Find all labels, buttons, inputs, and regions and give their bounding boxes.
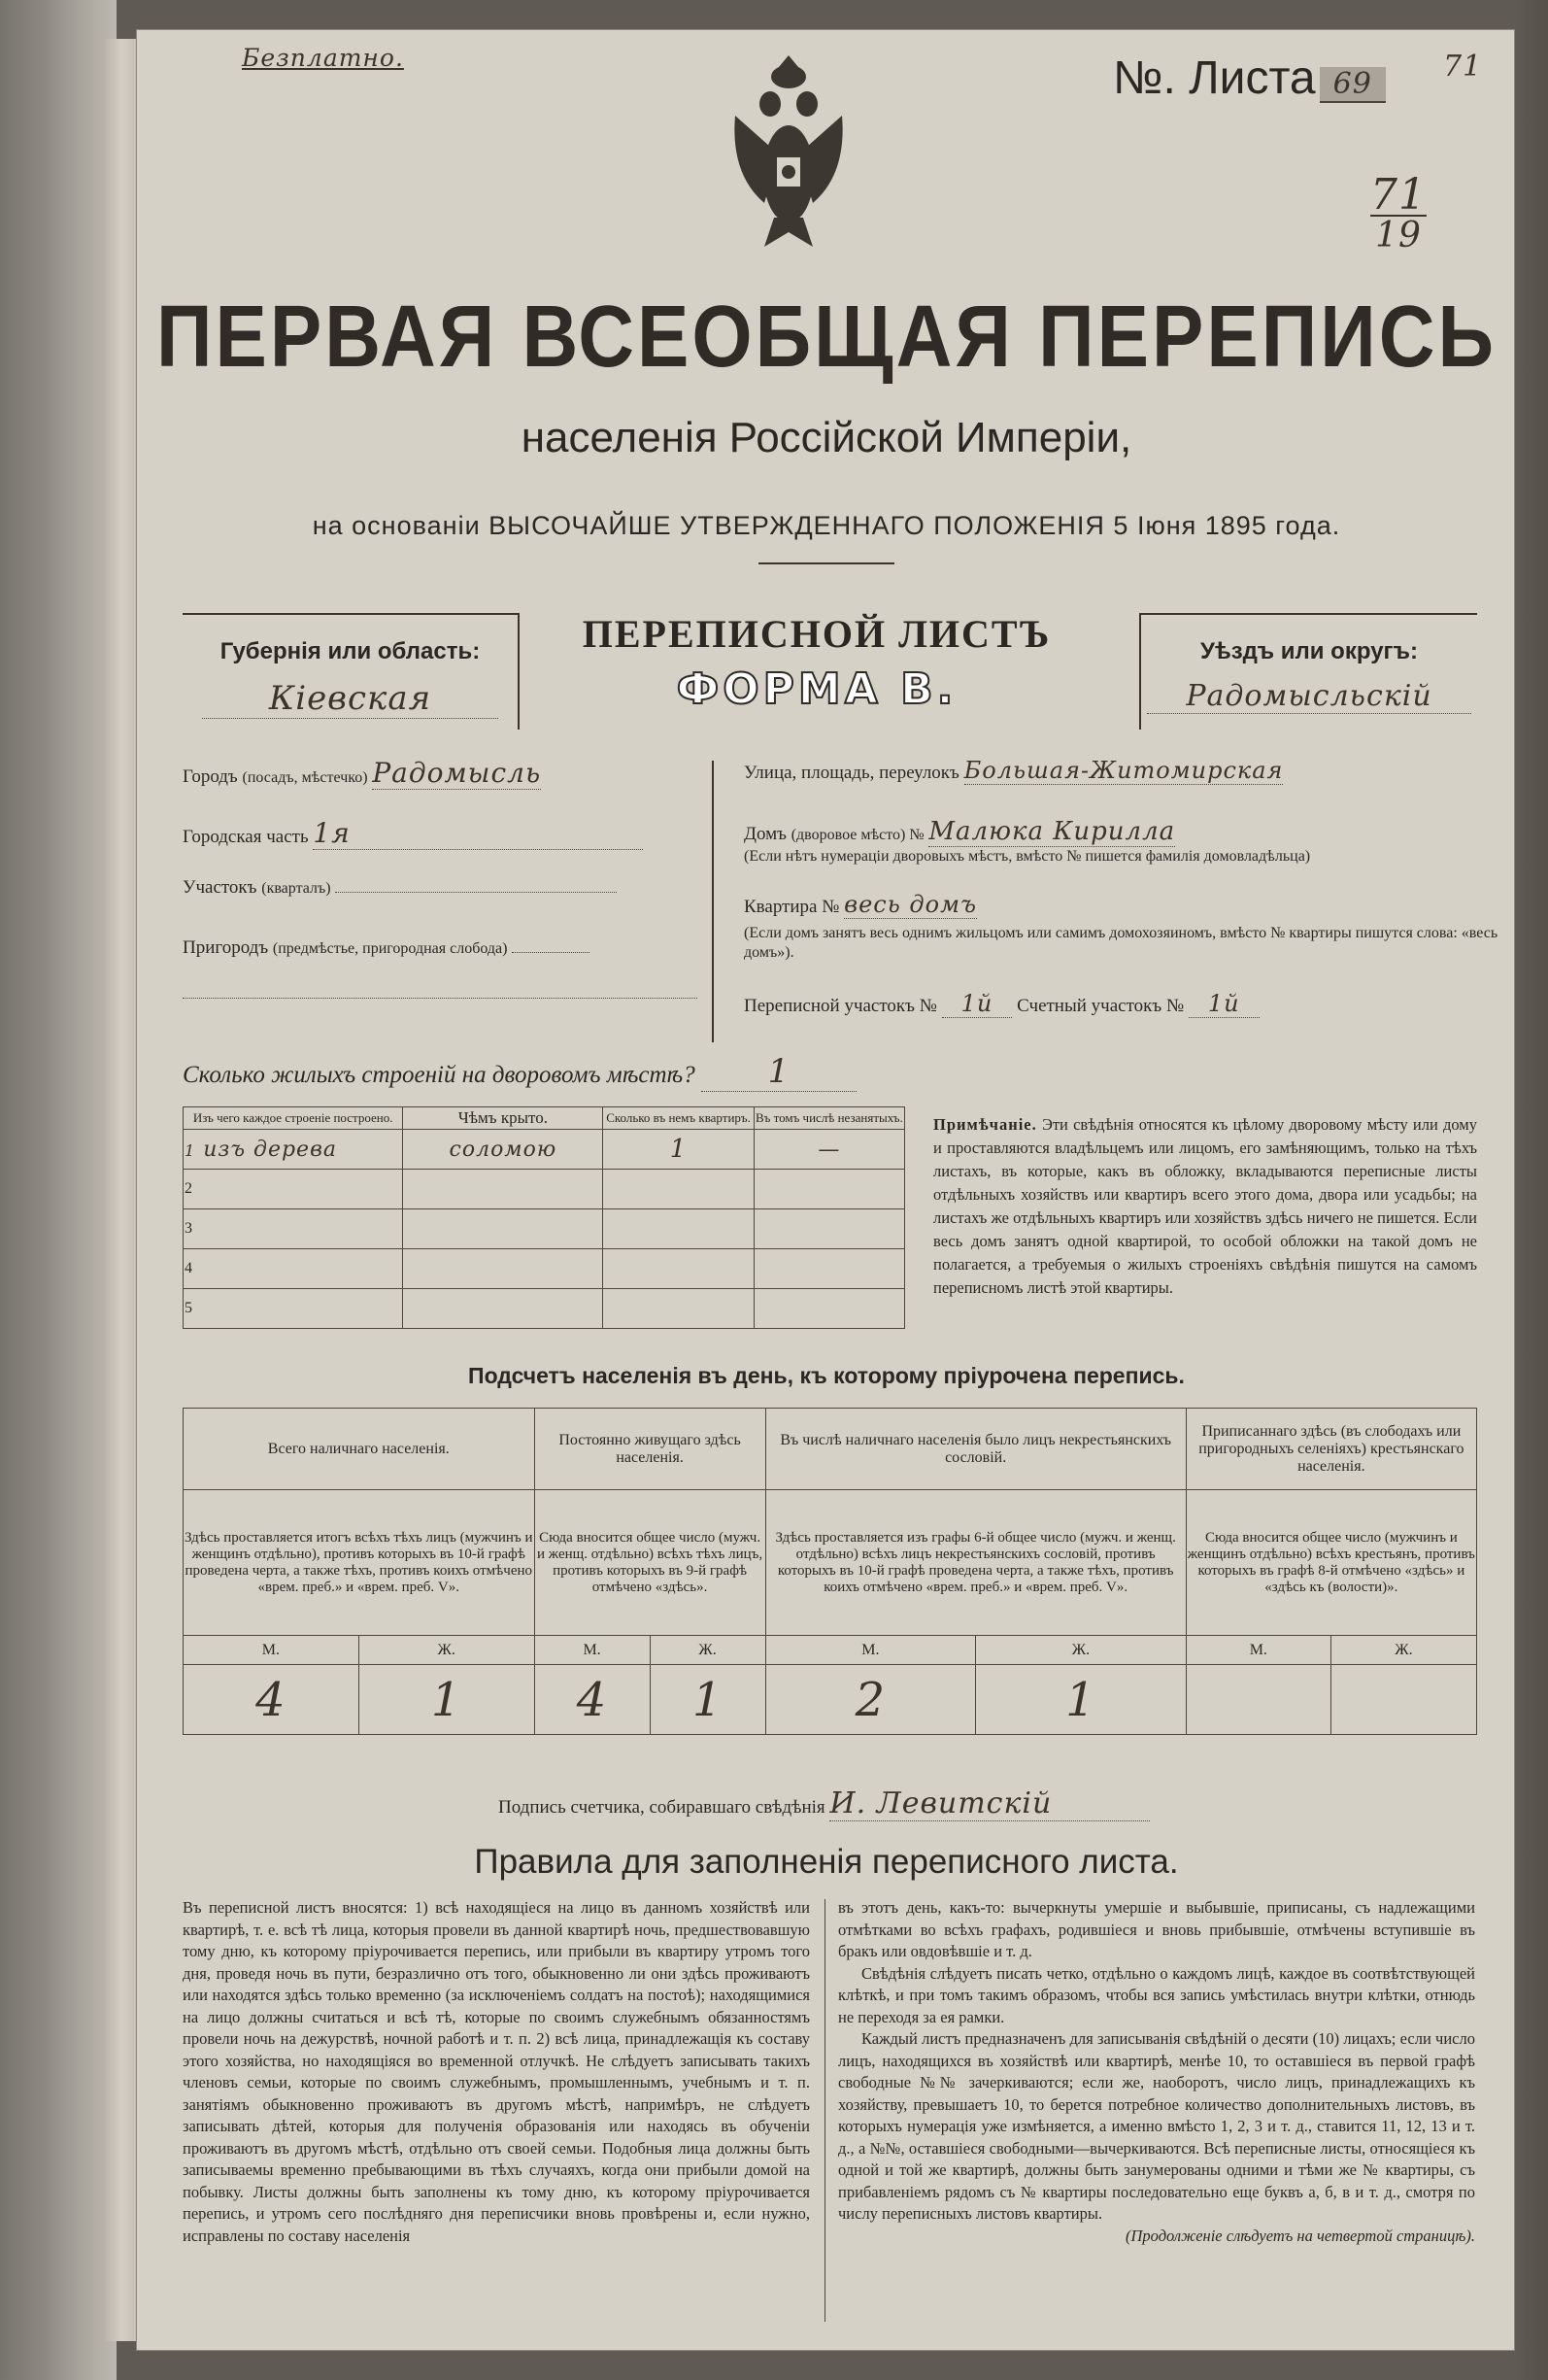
census-district-field (744, 990, 1511, 1017)
male-header: М. (765, 1636, 976, 1665)
section-field (183, 877, 726, 937)
rules-right-para-1: въ этотъ день, какъ-то: вычеркнуты умершіе и выбывшіе, приписаны, съ надлежащими отмѣтками во всѣхъ графахъ, родившіеся и вновь прибывшіе, отмѣчены вступившіе въ бракъ или овдовѣвшіе и т. д. (838, 1898, 1475, 1960)
rules-right-para-2: Свѣдѣнія слѣдуетъ писать четко, отдѣльно о каждомъ лицѣ, каждое въ соотвѣтствующей клѣткѣ, и при томъ такимъ образомъ, чтобы вся запись умѣстилась внутри клѣтки, отнюдь не переходя за ея рамки. (838, 1963, 1475, 2026)
summary-head-peasant: Приписаннаго здѣсь (въ слободахъ или пригородныхъ селеніяхъ) крестьянскаго населенія. (1186, 1409, 1476, 1490)
district-box (1139, 613, 1477, 730)
section-label: Участокъ (183, 877, 257, 898)
row-number: 3 (184, 1209, 403, 1249)
sheet-number-value: 69 (1320, 67, 1386, 103)
census-title-block (137, 288, 1516, 386)
street-label: Улица, площадь, переулокъ (744, 763, 959, 783)
apartment-label: Квартира № (744, 897, 840, 917)
summary-sex-row (184, 1636, 1477, 1665)
page-shadow (1515, 0, 1548, 2380)
note (933, 1113, 1477, 1300)
signature-value: И. Левитскій (829, 1786, 1150, 1821)
province-label: Губернія или область: (219, 638, 481, 664)
summary-desc-peasant: Сюда вносится общее число (мужчинъ и женщинъ отдѣльно) всѣхъ крестьянъ, противъ которыхъ въ графѣ 8-й отмѣчено «здѣсь» и «здѣсь къ (волости)». (1186, 1490, 1476, 1636)
suburb-label: Пригородъ (183, 937, 269, 958)
sheet-number-label: №. Листа (1113, 52, 1316, 104)
peasant-female-count (1330, 1665, 1476, 1735)
province-box (183, 613, 520, 730)
corner-note: 71 (1443, 50, 1483, 84)
city-field (183, 757, 726, 817)
apartment-value: весь домъ (844, 891, 977, 918)
free-label: Безплатно. (242, 44, 404, 72)
census-sheet (136, 29, 1515, 2351)
header-vacant: Въ томъ числѣ незанятыхъ. (754, 1107, 904, 1130)
apartment-field (744, 891, 1511, 924)
non-peasant-male-count: 2 (765, 1665, 976, 1735)
row-number: 1 (185, 1140, 196, 1160)
census-district-value: 1й (942, 990, 1013, 1018)
buildings-table (183, 1106, 905, 1329)
female-header: Ж. (650, 1636, 765, 1665)
summary-head-row (184, 1409, 1477, 1490)
male-header: М. (184, 1636, 359, 1665)
sheet-number (1113, 51, 1386, 105)
female-header: Ж. (358, 1636, 534, 1665)
district-value: Радомысльскій (1147, 679, 1471, 714)
suburb-hint: (предмѣстье, пригородная слобода) (272, 940, 508, 957)
form-heading (545, 611, 1089, 714)
field-divider (712, 761, 714, 1042)
non-peasant-female-count: 1 (976, 1665, 1187, 1735)
city-part-label: Городская часть (183, 827, 309, 847)
note-title: Примѣчаніе. (933, 1115, 1037, 1134)
rules-title: Правила для заполненія переписного листа. (474, 1843, 1179, 1881)
male-header: М. (534, 1636, 650, 1665)
adjacent-page-edge (0, 0, 117, 2380)
header-material: Изъ чего каждое строеніе построено. (184, 1107, 403, 1130)
house-field (744, 817, 1511, 848)
house-value: Малюка Кирилла (928, 817, 1176, 846)
buildings-question (183, 1052, 857, 1092)
permanent-male-count: 4 (534, 1665, 650, 1735)
female-header: Ж. (976, 1636, 1187, 1665)
summary-head-non-peasant: Въ числѣ наличнаго населенія было лицъ некрестьянскихъ сословій. (765, 1409, 1186, 1490)
rules-right-column (838, 1897, 1475, 2247)
row-vacant: — (754, 1130, 904, 1170)
city-value: Радомысль (372, 757, 542, 789)
rules-divider (824, 1899, 825, 2322)
suburb-field (183, 937, 726, 998)
province-value: Кіевская (202, 679, 498, 719)
form-label: ФОРМА В. (676, 664, 958, 714)
street-value: Большая-Житомирская (963, 757, 1284, 784)
fraction-top: 71 (1370, 170, 1427, 220)
apartment-note: (Если домъ занятъ весь однимъ жильцомъ или самимъ домохозяиномъ, вмѣсто № квартиры пишутся слова: «весь домъ»). (744, 925, 1498, 961)
section-hint: (кварталъ) (261, 880, 331, 897)
fraction-bottom: 19 (1370, 215, 1427, 255)
street-field (744, 757, 1511, 817)
right-fields (744, 757, 1511, 1017)
table-row (184, 1249, 905, 1289)
continued-note: (Продолженіе слѣдуетъ на четвертой страницѣ). (1126, 2226, 1475, 2245)
house-label: Домъ (744, 824, 787, 844)
counting-district-label: Счетный участокъ № (1017, 996, 1185, 1016)
table-row (184, 1170, 905, 1209)
enumerator-signature (498, 1786, 1150, 1821)
table-row (184, 1289, 905, 1329)
table-row (184, 1130, 905, 1170)
row-apartments: 1 (603, 1130, 754, 1170)
buildings-question-text: Сколько жилыхъ строеній на дворовомъ мѣстѣ? (183, 1062, 695, 1088)
header-apartments: Сколько въ немъ квартиръ. (603, 1107, 754, 1130)
census-subtitle: населенія Россійской Имперіи, (521, 414, 1132, 461)
buildings-table-header (184, 1107, 905, 1130)
buildings-answer: 1 (701, 1052, 857, 1092)
counting-district-value: 1й (1189, 990, 1260, 1018)
census-title: ПЕРВАЯ ВСЕОБЩАЯ ПЕРЕПИСЬ (156, 288, 1497, 386)
header-roof: Чѣмъ крыто. (403, 1107, 603, 1130)
female-header: Ж. (1330, 1636, 1476, 1665)
row-roof: соломою (403, 1130, 603, 1170)
summary-desc-row (184, 1490, 1477, 1636)
district-label: Уѣздъ или округъ: (1199, 638, 1419, 664)
city-label: Городъ (183, 766, 238, 787)
left-fields (183, 757, 726, 999)
male-header: М. (1186, 1636, 1330, 1665)
city-part-value: 1я (313, 817, 643, 850)
signature-label: Подпись счетчика, собиравшаго свѣдѣнія (498, 1797, 825, 1818)
archive-fraction (1370, 170, 1427, 255)
row-number: 5 (184, 1289, 403, 1329)
house-note: (Если нѣтъ нумераціи дворовыхъ мѣстъ, вмѣсто № пишется фамилія домовладѣльца) (744, 848, 1311, 865)
peasant-male-count (1186, 1665, 1330, 1735)
row-number: 4 (184, 1249, 403, 1289)
table-row (184, 1209, 905, 1249)
rules-right-para-3: Каждый листъ предназначенъ для записыванія свѣдѣній о десяти (10) лицахъ; если число лицъ, находящихся въ хозяйствѣ или квартирѣ, менѣе 10, то оставшіеся въ первой графѣ свободные №№ зачеркиваются; если же, наоборотъ, число лицъ, принадлежащихъ къ хозяйству, превышаетъ 10, то берется потребное количество дополнительныхъ листовъ, въ которыхъ нумерація уже измѣняется, а именно вмѣсто 1, 2, 3 и т. д., ставится 11, 12, 13 и т. д., а №№, оставшіеся свободными—вычеркиваются. Всѣ переписные листы, относящіеся къ одной и той же квартирѣ, должны быть занумерованы одними и тѣми же № квартиры, съ прибавленіемъ рядомъ съ № квартиры последовательно еще буквъ а, б, в и т. д., смотря по числу переписныхъ листовъ квартиры. (838, 2029, 1475, 2223)
permanent-female-count: 1 (650, 1665, 765, 1735)
summary-desc-non-peasant: Здѣсь проставляется изъ графы 6-й общее число (мужч. и женщ. отдѣльно) всѣхъ лицъ некрестьянскихъ сословій, противъ которыхъ въ 10-й графѣ проведена черта, а также тѣхъ, противъ коихъ отмѣчено «врем. преб.» и «врем. преб. V». (765, 1490, 1186, 1636)
city-hint: (посадъ, мѣстечко) (242, 769, 368, 786)
rules-left-column: Въ переписной листъ вносятся: 1) всѣ находящіеся на лицо въ данномъ хозяйствѣ или квартирѣ, т. е. всѣ тѣ лица, которыя провели въ данной квартирѣ ночь, предшествовавшую тому дню, къ которому пріурочивается перепись, или прибыли въ квартиру утромъ того дня, проведя ночь въ пути, безразлично отъ того, обыкновенно ли они здѣсь проживаютъ или находятся здѣсь только временно (за исключеніемъ солдатъ на постоѣ); находящимися на лицо должны считаться и всѣ тѣ, которые по своимъ служебнымъ обязанностямъ провели ночь на дежурствѣ, ночной работѣ и т. п. 2) всѣ лица, принадлежащія къ составу этого хозяйства, но находящіяся во временной отлучкѣ. Не слѣдуетъ записывать такихъ членовъ семьи, которые по своимъ служебнымъ, промышленнымъ, учебнымъ и т. п. занятіямъ обыкновенно проживаютъ въ другомъ мѣстѣ, напримѣръ, не слѣдуетъ записывать дѣтей, которыя для полученія образованія или находясь въ обученіи проживаютъ въ другомъ мѣстѣ, отдѣльно отъ своей семьи. Подобныя лица должны быть записываемы временно пребывающими въ тѣхъ случаяхъ, когда они прибыли домой на побывку. Листы должны быть заполнены къ тому дню, къ которому пріурочивается перепись, и утромъ сего послѣдняго дня переписчики вновь провѣрены и, если нужно, исправлены по составу населенія (183, 1898, 810, 2245)
census-basis: на основаніи ВЫСОЧАЙШЕ УТВЕРЖДЕННАГО ПОЛОЖЕНІЯ 5 Іюня 1895 года. (312, 511, 1341, 540)
row-number: 2 (184, 1170, 403, 1209)
total-female-count: 1 (358, 1665, 534, 1735)
summary-head-permanent: Постоянно живущаго здѣсь населенія. (534, 1409, 765, 1490)
population-summary-table (183, 1408, 1477, 1735)
summary-desc-permanent: Сюда вносится общее число (мужч. и женщ. отдѣльно) всѣхъ тѣхъ лицъ, противъ которыхъ въ 9-й графѣ отмѣчено «здѣсь». (534, 1490, 765, 1636)
note-text: Эти свѣдѣнія относятся къ цѣлому дворовому мѣсту или дому и проставляются владѣльцемъ или лицомъ, его замѣняющимъ, только на тѣхъ листахъ, въ которые, какъ въ обложку, вкладываются переписные листы отдѣльныхъ хозяйствъ или квартиръ всего этого дома, двора или усадьбы; на листахъ же отдѣльныхъ квартиръ или хозяйствъ здѣсь ничего не пишется. Если весь домъ занятъ одной квартирой, то особой обложки на такой домъ не полагается, а требуемыя о жилыхъ строеніяхъ свѣдѣнія пишутся на самомъ переписномъ листѣ этой квартиры. (933, 1115, 1477, 1297)
summary-title: Подсчетъ населенія въ день, къ которому пріурочена перепись. (468, 1363, 1185, 1388)
census-district-label: Переписной участокъ № (744, 996, 937, 1016)
summary-head-total: Всего наличнаго населенія. (184, 1409, 535, 1490)
summary-desc-total: Здѣсь проставляется итогъ всѣхъ тѣхъ лицъ (мужчинъ и женщинъ отдѣльно), противъ которыхъ въ 10-й графѣ проведена черта, а также тѣхъ, противъ коихъ отмѣчено «врем. преб.» и «врем. преб. V». (184, 1490, 535, 1636)
divider (758, 562, 894, 564)
city-part-field (183, 817, 726, 877)
summary-values-row (184, 1665, 1477, 1735)
row-material: изъ дерева (203, 1137, 337, 1162)
form-title: ПЕРЕПИСНОЙ ЛИСТЪ (582, 612, 1052, 656)
house-hint: (дворовое мѣсто) № (791, 827, 925, 843)
imperial-eagle-emblem (725, 48, 852, 271)
total-male-count: 4 (184, 1665, 359, 1735)
